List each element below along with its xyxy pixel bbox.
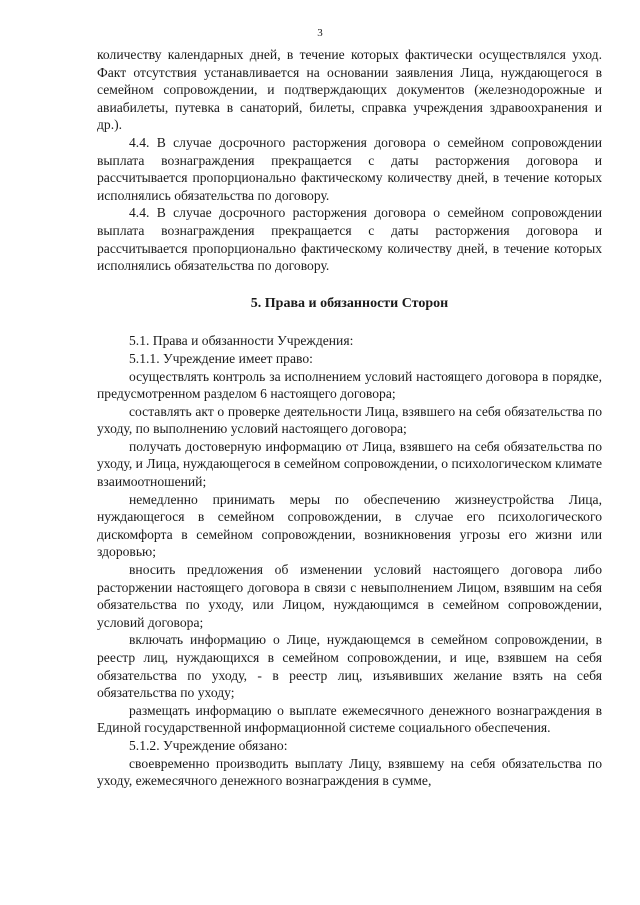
- right-item: получать достоверную информацию от Лица, взявшего на себя обязательства по уходу, и Лица, нуждающегося в семейном сопровождении, о психологическом климате взаимоотношений;: [97, 438, 602, 490]
- clause-5-1-1: 5.1.1. Учреждение имеет право:: [129, 350, 313, 366]
- right-item: составлять акт о проверке деятельности Лица, взявшего на себя обязательства по уходу, по выполнению условий настоящего договора;: [97, 403, 602, 437]
- duty-item: своевременно производить выплату Лицу, взявшему на себя обязательства по уходу, ежемесячного денежного вознаграждения в сумме,: [97, 755, 602, 789]
- right-item: немедленно принимать меры по обеспечению жизнеустройства Лица, нуждающегося в семейном сопровождении, в случае его психологического дискомфорта в семейном сопровождении, возникновения угрозы его жизни или здоровью;: [97, 491, 602, 560]
- right-item: включать информацию о Лице, нуждающемся в семейном сопровождении, в реестр лиц, нуждающихся в семейном сопровождении, и ице, взявшем на себя обязательства по уходу, - в реестр лиц, изъявивших желание взять на себя обязательства по уходу;: [97, 632, 602, 701]
- page-number: 3: [317, 27, 323, 39]
- clause-4-4-second: 4.4. В случае досрочного расторжения договора о семейном сопровождении выплата вознаграждения прекращается с даты расторжения договора и рассчитывается пропорционально фактическому количеству дней, в течение которых исполнялись обязательства по договору.: [97, 205, 602, 274]
- clause-5-1-2: 5.1.2. Учреждение обязано:: [129, 737, 288, 753]
- right-item: осуществлять контроль за исполнением условий настоящего договора в порядке, предусмотренном разделом 6 настоящего договора;: [97, 368, 602, 402]
- right-item: размещать информацию о выплате ежемесячного денежного вознаграждения в Единой государственной информационной системе социального обеспечения.: [97, 702, 602, 736]
- clause-5-1: 5.1. Права и обязанности Учреждения:: [129, 333, 354, 349]
- section-heading: 5. Права и обязанности Сторон: [250, 295, 449, 311]
- paragraph-continuation: количеству календарных дней, в течение которых фактически осуществлялся уход. Факт отсутствия устанавливается на основании заявления Лица, нуждающегося в семейном сопровождении, и подтверждающих документов (железнодорожные и авиабилеты, путевка в санаторий, билеты, справка учреждения здравоохранения и др.).: [97, 47, 602, 133]
- clause-4-4-first: 4.4. В случае досрочного расторжения договора о семейном сопровождении выплата вознаграждения прекращается с даты расторжения договора и рассчитывается пропорционально фактическому количеству дней, в течение которых исполнялись обязательства по договору.: [97, 134, 602, 203]
- right-item: вносить предложения об изменении условий настоящего договора либо расторжении настоящего договора в связи с невыполнением Лицом, взявшим на себя обязательства по уходу, или Лицом, нуждающимся в семейном сопровождении, условий договора;: [97, 562, 602, 630]
- document-body: [97, 46, 602, 790]
